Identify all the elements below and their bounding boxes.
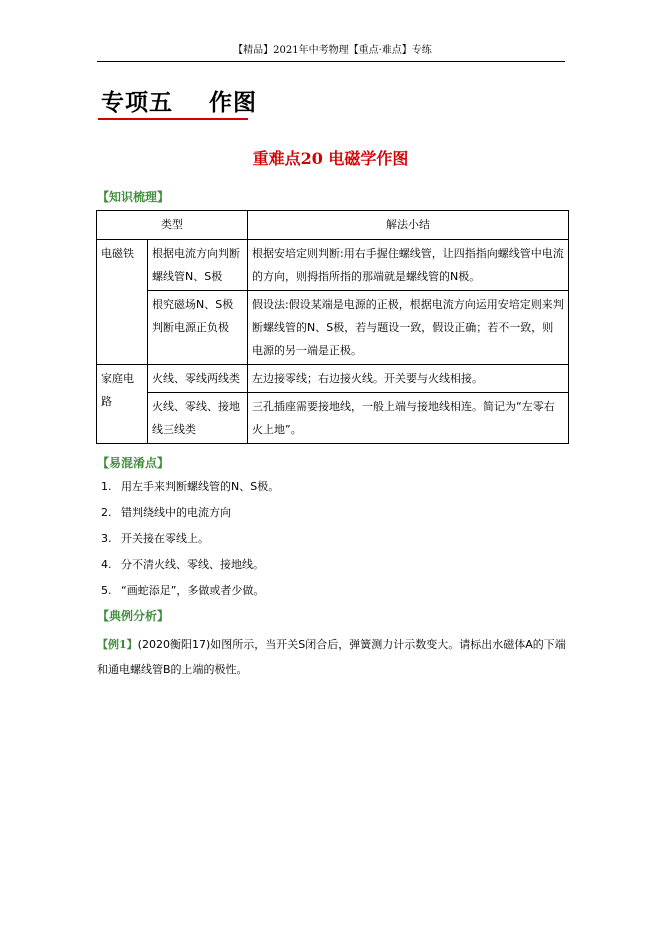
table-row (97, 291, 569, 365)
table-cell-subtype: 根究磁场N、S极判断电源正负极 (148, 291, 248, 365)
table-header-method: 解法小结 (248, 211, 569, 240)
table-cell-method: 三孔插座需要接地线，一般上端与接地线相连。简记为“左零右火上地”。 (248, 393, 569, 444)
topic-title: 重难点20 电磁学作图 (252, 149, 409, 168)
table-cell-method: 左边接零线；右边接火线。开关要与火线相接。 (248, 365, 569, 393)
section-underline (98, 118, 248, 120)
table-cell-subtype: 根据电流方向判断螺线管N、S极 (148, 240, 248, 291)
table-cell-category: 家庭电路 (97, 365, 148, 444)
table-cell-subtype: 火线、零线、接地线三线类 (148, 393, 248, 444)
table-cell-method: 假设法:假设某端是电源的正极，根据电流方向运用安培定则来判断螺线管的N、S极，若与题设一致，假设正确；若不一致，则电源的另一端是正极。 (248, 291, 569, 365)
list-item-text: “画蛇添足”，多做或者少做。 (121, 584, 265, 597)
table-row (97, 365, 569, 393)
table-header-row (97, 211, 569, 240)
page-header: 【精品】2021年中考物理【重点·难点】专练 (233, 45, 432, 56)
section-title: 专项五 作图 (101, 89, 258, 116)
examples-label: 【典例分析】 (97, 609, 170, 623)
example-tag: 【例1】 (97, 638, 138, 651)
knowledge-label: 【知识梳理】 (97, 190, 170, 204)
table-cell-method: 根据安培定则判断:用右手握住螺线管，让四指指向螺线管中电流的方向，则拇指所指的那端就是螺线管的N极。 (248, 240, 569, 291)
table-cell-category: 电磁铁 (97, 240, 148, 365)
list-item-text: 分不清火线、零线、接地线。 (121, 558, 264, 571)
table-cell-subtype: 火线、零线两线类 (148, 365, 248, 393)
table-header-type: 类型 (97, 211, 248, 240)
list-item-text: 开关接在零线上。 (121, 532, 209, 545)
example-text: (2020衡阳17)如图所示，当开关S闭合后，弹簧测力计示数变大。请标出水磁体A的下端和通电螺线管B的上端的极性。 (97, 638, 566, 676)
list-item-number: 1. (101, 480, 112, 493)
knowledge-table (96, 210, 569, 444)
list-item-number: 3. (101, 532, 112, 545)
mistakes-label: 【易混淆点】 (97, 456, 170, 470)
list-item-number: 4. (101, 558, 112, 571)
table-row (97, 393, 569, 444)
mistakes-list (101, 477, 279, 607)
example-paragraph (97, 632, 567, 682)
list-item-text: 错判绕线中的电流方向 (121, 506, 231, 519)
list-item (101, 529, 279, 555)
header-divider (97, 61, 565, 62)
list-item-number: 2. (101, 506, 112, 519)
list-item-text: 用左手来判断螺线管的N、S极。 (121, 480, 280, 493)
list-item (101, 581, 279, 607)
list-item (101, 555, 279, 581)
table-row (97, 240, 569, 291)
list-item (101, 477, 279, 503)
list-item-number: 5. (101, 584, 112, 597)
list-item (101, 503, 279, 529)
